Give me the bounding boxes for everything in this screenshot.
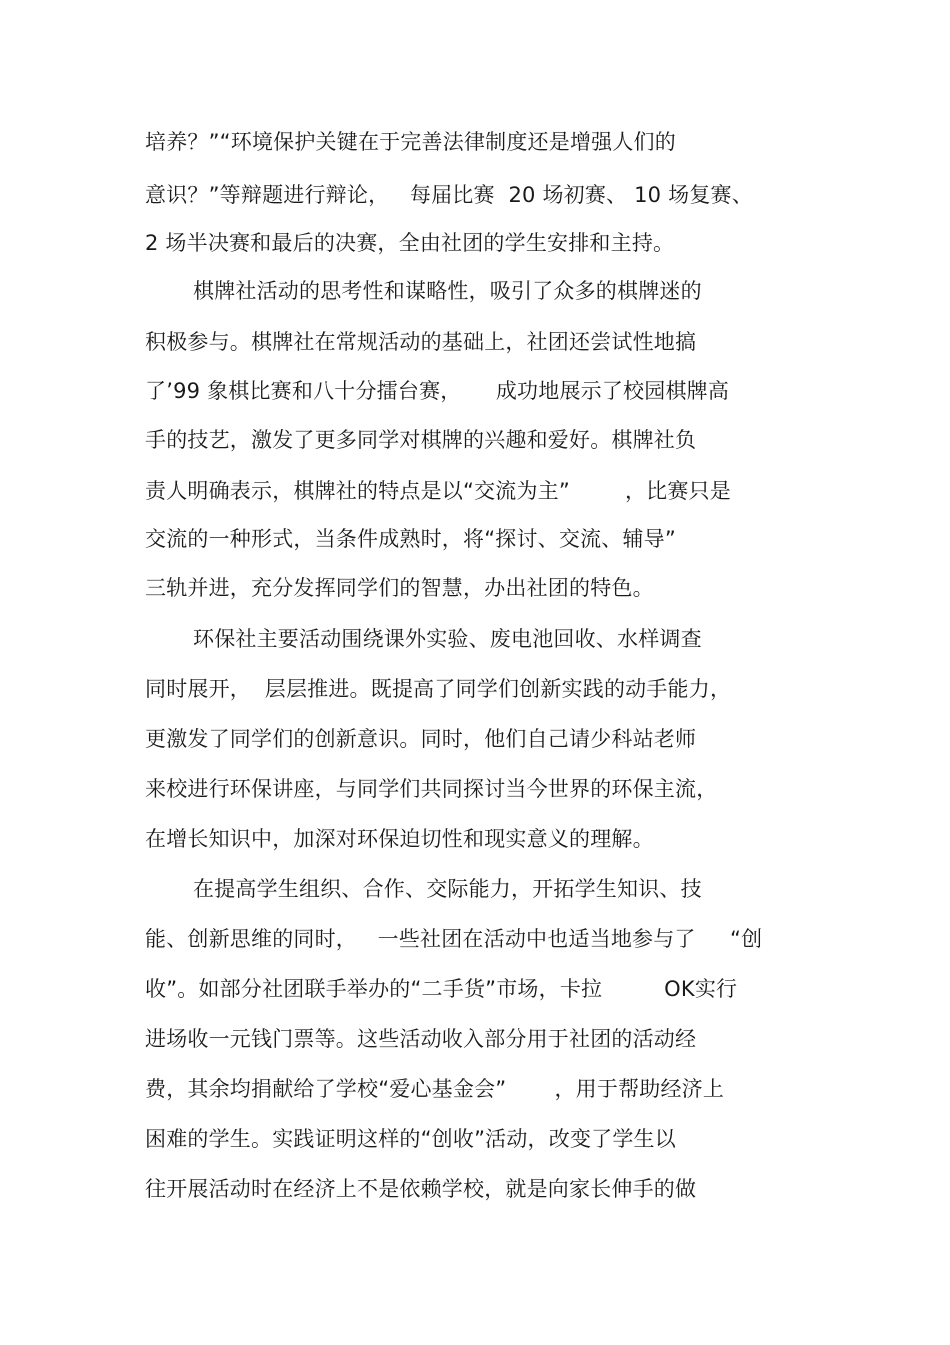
text-line: 培养？”“环境保护关键在于完善法律制度还是增强人们的: [145, 130, 676, 154]
text-line: 责人明确表示，棋牌社的特点是以“交流为主” ，比赛只是: [145, 479, 731, 503]
text-line: 困难的学生。实践证明这样的“创收”活动，改变了学生以: [145, 1127, 676, 1151]
text-line: 更激发了同学们的创新意识。同时，他们自己请少科站老师: [145, 727, 697, 751]
text-line: 来校进行环保讲座，与同学们共同探讨当今世界的环保主流，: [145, 777, 718, 801]
text-line: 在增长知识中，加深对环保迫切性和现实意义的理解。: [145, 827, 654, 851]
text-line: 交流的一种形式，当条件成熟时，将“探讨、交流、辅导”: [145, 527, 676, 551]
text-line: 意识？”等辩题进行辩论， 每届比赛 20 场初赛、 10 场复赛、: [145, 183, 753, 207]
text-line: 费，其余均捐献给了学校“爱心基金会” ，用于帮助经济上: [145, 1077, 725, 1101]
text-line: 同时展开， 层层推进。既提高了同学们创新实践的动手能力，: [145, 677, 732, 701]
text-line: 进场收一元钱门票等。这些活动收入部分用于社团的活动经: [145, 1027, 697, 1051]
paragraph-first-line: 环保社主要活动围绕课外实验、废电池回收、水样调查: [193, 627, 702, 651]
text-line: 了’99 象棋比赛和八十分擂台赛， 成功地展示了校园棋牌高: [145, 379, 730, 403]
text-line: 往开展活动时在经济上不是依赖学校，就是向家长伸手的做: [145, 1177, 697, 1201]
text-line: 2 场半决赛和最后的决赛，全由社团的学生安排和主持。: [145, 231, 675, 255]
paragraph-first-line: 棋牌社活动的思考性和谋略性，吸引了众多的棋牌迷的: [193, 279, 702, 303]
text-line: 手的技艺，激发了更多同学对棋牌的兴趣和爱好。棋牌社负: [145, 428, 697, 452]
text-line: 积极参与。棋牌社在常规活动的基础上，社团还尝试性地搞: [145, 330, 697, 354]
text-line: 三轨并进，充分发挥同学们的智慧，办出社团的特色。: [145, 576, 654, 600]
text-line: 收”。如部分社团联手举办的“二手货”市场，卡拉 OK实行: [145, 977, 738, 1001]
text-line: 能、创新思维的同时， 一些社团在活动中也适当地参与了 “创: [145, 927, 763, 951]
paragraph-first-line: 在提高学生组织、合作、交际能力，开拓学生知识、技: [193, 877, 702, 901]
